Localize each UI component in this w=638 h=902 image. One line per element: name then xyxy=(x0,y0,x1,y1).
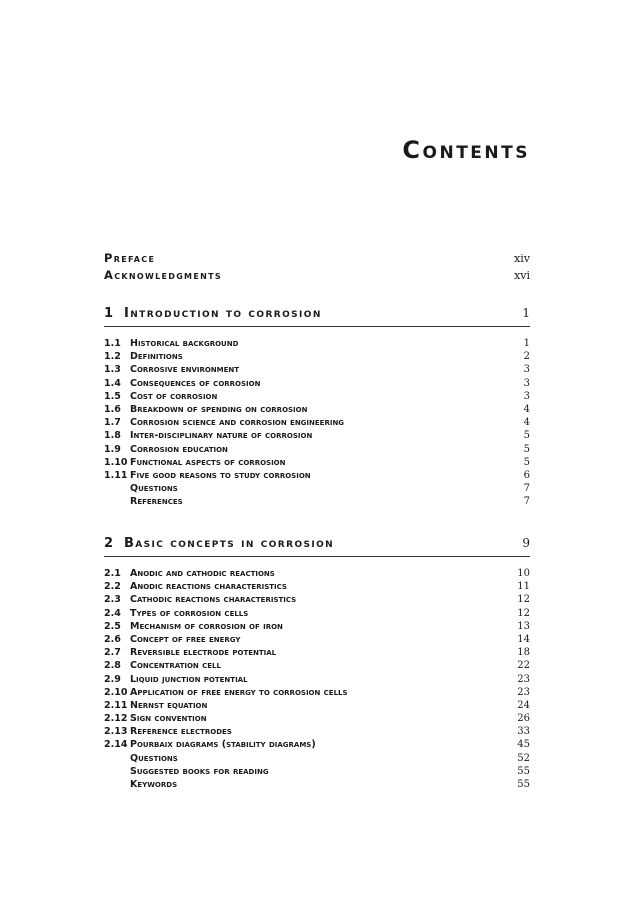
entry-title: Definitions xyxy=(130,351,183,363)
entry-page: 10 xyxy=(517,568,530,579)
chapter-title-text: Introduction to corrosion xyxy=(124,306,322,321)
toc-entry[interactable] xyxy=(104,713,530,726)
entry-title: Pourbaix diagrams (stability diagrams) xyxy=(130,739,316,751)
entry-number: 2.1 xyxy=(104,568,121,579)
entry-page: 13 xyxy=(517,620,530,632)
entry-page: 24 xyxy=(517,699,530,711)
chapter-number: 2 xyxy=(104,536,115,551)
chapter-heading[interactable] xyxy=(104,306,530,327)
entry-title: Liquid junction potential xyxy=(130,673,248,685)
entry-page: 23 xyxy=(517,673,530,685)
entry-page: 4 xyxy=(523,403,530,415)
entry-number: 1.1 xyxy=(104,338,121,349)
toc-entry[interactable] xyxy=(104,338,530,351)
entry-title: Corrosive environment xyxy=(130,364,240,376)
entry-page: 26 xyxy=(517,713,530,725)
toc-entry[interactable] xyxy=(104,621,530,634)
chapter-1 xyxy=(104,306,530,509)
entry-title: Anodic and cathodic reactions xyxy=(130,568,275,579)
toc-entry[interactable] xyxy=(104,391,530,404)
entry-title: Sign convention xyxy=(130,713,207,725)
entry-title: Reversible electrode potential xyxy=(130,647,277,659)
toc-entry[interactable] xyxy=(104,779,530,792)
chapter-title xyxy=(104,306,322,321)
front-matter xyxy=(104,251,530,285)
entry-title: Types of corrosion cells xyxy=(130,607,249,619)
toc-entry[interactable] xyxy=(104,364,530,377)
toc-entry[interactable] xyxy=(104,726,530,739)
entry-number: 1.5 xyxy=(104,390,121,402)
toc-entry[interactable] xyxy=(104,674,530,687)
entry-title: Five good reasons to study corrosion xyxy=(130,469,311,481)
entry-number: 1.4 xyxy=(104,377,121,389)
entry-title: References xyxy=(130,496,183,508)
entry-title: Consequences of corrosion xyxy=(130,377,261,389)
entry-number: 2.11 xyxy=(104,699,128,711)
entry-page: 22 xyxy=(517,660,530,672)
entry-title: Cost of corrosion xyxy=(130,390,218,402)
entry-page: 23 xyxy=(517,686,530,698)
entry-number: 2.4 xyxy=(104,607,121,619)
entry-number: 2.7 xyxy=(104,647,121,659)
entry-page: 6 xyxy=(523,469,530,481)
chapter-title-text: Basic concepts in corrosion xyxy=(124,536,335,551)
front-matter-row[interactable] xyxy=(104,268,530,285)
entry-title: Concept of free energy xyxy=(130,633,241,645)
entry-number: 1.2 xyxy=(104,351,121,363)
entry-title: Inter-disciplinary nature of corrosion xyxy=(130,430,313,442)
entry-number: 2.12 xyxy=(104,713,128,725)
entry-title: Breakdown of spending on corrosion xyxy=(130,403,308,415)
entry-page: 3 xyxy=(523,390,530,402)
entry-number: 1.3 xyxy=(104,364,121,376)
entry-page: 33 xyxy=(517,726,530,738)
entry-title: Functional aspects of corrosion xyxy=(130,456,286,468)
toc-entry[interactable] xyxy=(104,470,530,483)
entry-number: 2.14 xyxy=(104,739,128,751)
entry-title: Questions xyxy=(130,752,178,764)
chapter-title xyxy=(104,536,334,551)
entry-page: 55 xyxy=(517,779,530,790)
chapter-heading[interactable] xyxy=(104,536,530,557)
entry-title: Anodic reactions characteristics xyxy=(130,581,287,593)
entry-page: 45 xyxy=(517,739,530,751)
front-matter-page: xiv xyxy=(514,252,530,265)
toc-entry[interactable] xyxy=(104,739,530,752)
entry-number: 1.8 xyxy=(104,430,121,442)
entry-page: 55 xyxy=(517,765,530,777)
entry-number: 2.9 xyxy=(104,673,121,685)
toc-entry[interactable] xyxy=(104,404,530,417)
entry-page: 18 xyxy=(517,647,530,659)
entry-page: 1 xyxy=(523,338,530,349)
toc-entry[interactable] xyxy=(104,417,530,430)
toc-entry[interactable] xyxy=(104,568,530,581)
toc-entry[interactable] xyxy=(104,378,530,391)
front-matter-label: Acknowledgments xyxy=(104,268,222,282)
entry-title: Cathodic reactions characteristics xyxy=(130,594,297,606)
entry-title: Suggested books for reading xyxy=(130,765,269,777)
entry-number: 2.8 xyxy=(104,660,121,672)
toc-entry[interactable] xyxy=(104,766,530,779)
entry-page: 14 xyxy=(517,633,530,645)
toc-entry[interactable] xyxy=(104,753,530,766)
entry-number: 1.11 xyxy=(104,469,128,481)
toc-entry[interactable] xyxy=(104,594,530,607)
page-title: Contents xyxy=(402,136,530,164)
entry-page: 7 xyxy=(523,496,530,508)
toc-entry[interactable] xyxy=(104,608,530,621)
toc-entry[interactable] xyxy=(104,634,530,647)
entry-number: 1.9 xyxy=(104,443,121,455)
entry-number: 2.2 xyxy=(104,581,121,593)
entry-number: 2.13 xyxy=(104,726,128,738)
entry-number: 1.7 xyxy=(104,417,121,429)
entry-page: 52 xyxy=(517,752,530,764)
entry-page: 4 xyxy=(523,417,530,429)
entry-page: 2 xyxy=(523,351,530,363)
entry-page: 12 xyxy=(517,594,530,606)
entry-page: 12 xyxy=(517,607,530,619)
entry-number: 2.10 xyxy=(104,686,128,698)
toc-entry[interactable] xyxy=(104,457,530,470)
entry-page: 5 xyxy=(523,430,530,442)
toc-entry[interactable] xyxy=(104,430,530,443)
toc-entry[interactable] xyxy=(104,581,530,594)
entry-title: Reference electrodes xyxy=(130,726,232,738)
entry-number: 1.10 xyxy=(104,456,128,468)
entry-page: 5 xyxy=(523,443,530,455)
front-matter-label: Preface xyxy=(104,251,156,265)
entry-title: Application of free energy to corrosion cells xyxy=(130,686,348,698)
toc-entry[interactable] xyxy=(104,647,530,660)
chapter-2 xyxy=(104,536,530,792)
entry-page: 5 xyxy=(523,456,530,468)
entry-number: 2.6 xyxy=(104,633,121,645)
entry-page: 11 xyxy=(517,581,530,593)
entry-page: 7 xyxy=(523,483,530,495)
toc-entry[interactable] xyxy=(104,700,530,713)
front-matter-page: xvi xyxy=(514,269,530,282)
entry-title: Historical background xyxy=(130,338,239,349)
entry-number: 2.3 xyxy=(104,594,121,606)
toc-entry[interactable] xyxy=(104,444,530,457)
toc-entry[interactable] xyxy=(104,660,530,673)
front-matter-row[interactable] xyxy=(104,251,530,268)
entry-title: Questions xyxy=(130,483,178,495)
entry-title: Nernst equation xyxy=(130,699,208,711)
entry-page: 3 xyxy=(523,364,530,376)
entry-number: 1.6 xyxy=(104,403,121,415)
chapter-page: 1 xyxy=(522,306,530,320)
entry-number: 2.5 xyxy=(104,620,121,632)
toc-entry[interactable] xyxy=(104,351,530,364)
entry-page: 3 xyxy=(523,377,530,389)
entry-title: Corrosion education xyxy=(130,443,228,455)
toc-entry[interactable] xyxy=(104,483,530,496)
entry-title: Mechanism of corrosion of iron xyxy=(130,620,283,632)
chapter-number: 1 xyxy=(104,306,115,321)
toc-entry[interactable] xyxy=(104,496,530,509)
toc-entry[interactable] xyxy=(104,687,530,700)
entry-title: Concentration cell xyxy=(130,660,221,672)
entry-title: Corrosion science and corrosion engineering xyxy=(130,417,345,429)
chapter-page: 9 xyxy=(522,536,530,550)
entry-title: Keywords xyxy=(130,779,178,790)
